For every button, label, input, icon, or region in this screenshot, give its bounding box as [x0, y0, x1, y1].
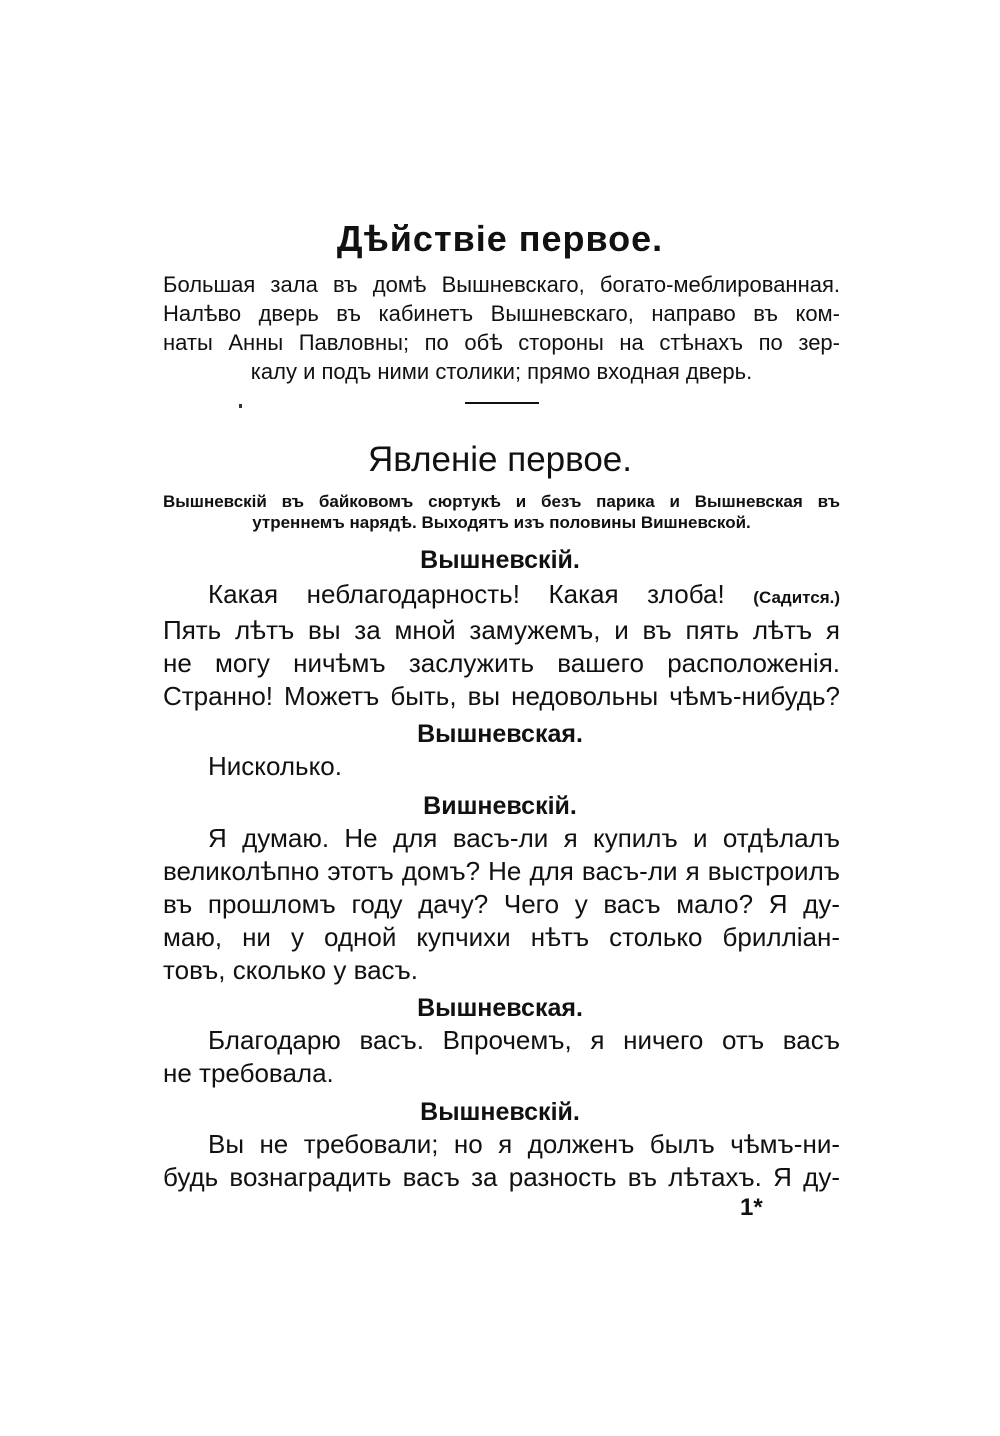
page-number: 1* [740, 1194, 763, 1221]
setting-line: Налѣво дверь въ кабинетъ Вышневскаго, направо въ ком- [163, 301, 840, 326]
speech-line: товъ, сколько у васъ. [163, 955, 419, 985]
speech-line [163, 578, 840, 614]
speech-line: Благодарю васъ. Впрочемъ, я ничего отъ васъ [208, 1025, 840, 1055]
speaker-name: Вишневскій. [423, 792, 577, 820]
scene-direction-line: утреннемъ нарядѣ. Выходятъ изъ половины Вишневской. [252, 513, 751, 532]
speech-line: Я думаю. Не для васъ-ли я купилъ и отдѣлалъ [208, 823, 840, 853]
speech-line: въ прошломъ году дачу? Чего у васъ мало? Я ду- [163, 889, 840, 919]
section-divider [465, 402, 539, 404]
speech-line: Нисколько. [208, 751, 342, 781]
print-speck [239, 404, 242, 408]
setting-line: наты Анны Павловны; по обѣ стороны на стѣнахъ по зер- [163, 330, 840, 355]
speech-line: Странно! Можетъ быть, вы недовольны чѣмъ-нибудь? [163, 681, 840, 711]
speech-block [163, 750, 840, 783]
speech-line: Вы не требовали; но я долженъ былъ чѣмъ-ни- [208, 1129, 840, 1159]
act-title: Дѣйствіе первое. [336, 218, 664, 259]
speech-line: не требовала. [163, 1058, 334, 1088]
scene-title: Явленіе первое. [368, 440, 632, 479]
speech-block [163, 578, 840, 713]
setting-description [163, 270, 840, 386]
speech-block [163, 1024, 840, 1090]
speech-line: Пять лѣтъ вы за мной замужемъ, и въ пять лѣтъ я [163, 615, 840, 645]
stage-direction-inline: (Садится.) [753, 588, 840, 607]
speaker-name: Вышневская. [417, 720, 583, 748]
speech-block [163, 822, 840, 987]
speaker-name: Вышневскій. [420, 546, 580, 574]
speaker-name: Вышневская. [417, 994, 583, 1022]
speaker-name: Вышневскій. [420, 1098, 580, 1126]
speech-line: не могу ничѣмъ заслужить вашего расположенія. [163, 648, 840, 678]
speech-text: Какая неблагодарность! Какая злоба! [208, 579, 725, 609]
scene-direction-line: Вышневскій въ байковомъ сюртукѣ и безъ парика и Вышневская въ [163, 492, 840, 511]
setting-line: Большая зала въ домѣ Вышневскаго, богато-меблированная. [163, 272, 840, 297]
setting-line: калу и подъ ними столики; прямо входная дверь. [250, 359, 753, 384]
scene-direction [163, 491, 840, 533]
speech-line: великолѣпно этотъ домъ? Не для васъ-ли я выстроилъ [163, 856, 840, 886]
speech-line: будь вознаградить васъ за разность въ лѣтахъ. Я ду- [163, 1162, 840, 1192]
speech-line: маю, ни у одной купчихи нѣтъ столько брилліан- [163, 922, 840, 952]
speech-block [163, 1128, 840, 1194]
